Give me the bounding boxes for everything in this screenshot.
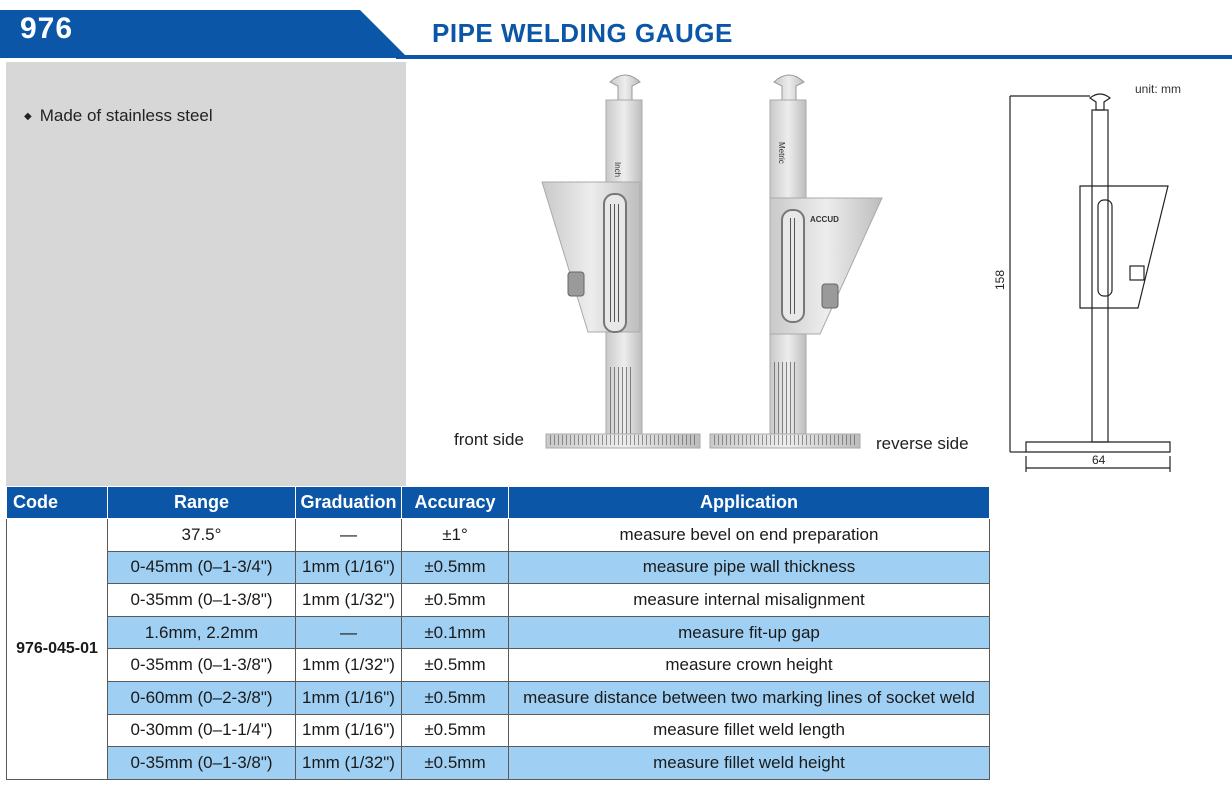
- application-cell: measure crown height: [509, 649, 990, 682]
- range-cell: 0-35mm (0–1-3/8"): [108, 747, 296, 780]
- brand-logo: ACCUD: [810, 215, 839, 224]
- accuracy-cell: ±0.5mm: [402, 714, 509, 747]
- graduation-cell: 1mm (1/16"): [296, 551, 402, 584]
- graduation-cell: —: [296, 519, 402, 552]
- range-cell: 0-35mm (0–1-3/8"): [108, 649, 296, 682]
- width-dimension: 64: [1092, 453, 1106, 467]
- graduation-cell: 1mm (1/32"): [296, 584, 402, 617]
- diamond-bullet-icon: ◆: [24, 110, 32, 122]
- range-cell: 0-60mm (0–2-3/8"): [108, 681, 296, 714]
- accuracy-cell: ±1°: [402, 519, 509, 552]
- header-code-tab: [0, 0, 410, 60]
- range-cell: 0-45mm (0–1-3/4"): [108, 551, 296, 584]
- accuracy-cell: ±0.5mm: [402, 649, 509, 682]
- product-code: 976: [20, 12, 74, 45]
- header-application: Application: [509, 487, 990, 519]
- application-cell: measure internal misalignment: [509, 584, 990, 617]
- accuracy-cell: ±0.1mm: [402, 616, 509, 649]
- accuracy-cell: ±0.5mm: [402, 747, 509, 780]
- spec-table: [6, 486, 990, 780]
- header-rule: [396, 55, 1232, 59]
- table-row: [7, 551, 990, 584]
- graduation-cell: 1mm (1/16"): [296, 681, 402, 714]
- table-row: [7, 714, 990, 747]
- feature-panel: [6, 62, 406, 486]
- table-row: [7, 616, 990, 649]
- table-row: [7, 649, 990, 682]
- accuracy-cell: ±0.5mm: [402, 584, 509, 617]
- table-row: [7, 584, 990, 617]
- header-accuracy: Accuracy: [402, 487, 509, 519]
- range-cell: 37.5°: [108, 519, 296, 552]
- page-title: PIPE WELDING GAUGE: [432, 18, 733, 48]
- application-cell: measure bevel on end preparation: [509, 519, 990, 552]
- product-images: [410, 62, 1232, 486]
- feature-item: [24, 106, 213, 126]
- code-cell: 976-045-01: [7, 519, 108, 780]
- table-row: [7, 747, 990, 780]
- height-dimension: 158: [993, 269, 1007, 290]
- unit-label: unit: mm: [1135, 82, 1182, 96]
- graduation-cell: 1mm (1/32"): [296, 747, 402, 780]
- application-cell: measure distance between two marking lines of socket weld: [509, 681, 990, 714]
- front-gauge-photo: [542, 75, 700, 448]
- application-cell: measure fillet weld length: [509, 714, 990, 747]
- accuracy-cell: ±0.5mm: [402, 551, 509, 584]
- dimension-drawing: [1010, 94, 1170, 472]
- header-graduation: Graduation: [296, 487, 402, 519]
- reverse-side-caption: reverse side: [876, 434, 969, 453]
- application-cell: measure fit-up gap: [509, 616, 990, 649]
- application-cell: measure pipe wall thickness: [509, 551, 990, 584]
- metric-label: Metric: [777, 142, 786, 164]
- reverse-gauge-photo: [710, 75, 882, 448]
- table-row: [7, 681, 990, 714]
- table-row: [7, 519, 990, 552]
- graduation-cell: 1mm (1/32"): [296, 649, 402, 682]
- feature-text: Made of stainless steel: [39, 106, 213, 125]
- application-cell: measure fillet weld height: [509, 747, 990, 780]
- range-cell: 1.6mm, 2.2mm: [108, 616, 296, 649]
- graduation-cell: —: [296, 616, 402, 649]
- inch-label: Inch: [613, 162, 622, 178]
- accuracy-cell: ±0.5mm: [402, 681, 509, 714]
- table-header-row: [7, 487, 990, 519]
- graduation-cell: 1mm (1/16"): [296, 714, 402, 747]
- header-range: Range: [108, 487, 296, 519]
- range-cell: 0-30mm (0–1-1/4"): [108, 714, 296, 747]
- range-cell: 0-35mm (0–1-3/8"): [108, 584, 296, 617]
- front-side-caption: front side: [454, 430, 524, 449]
- header-code: Code: [7, 487, 108, 519]
